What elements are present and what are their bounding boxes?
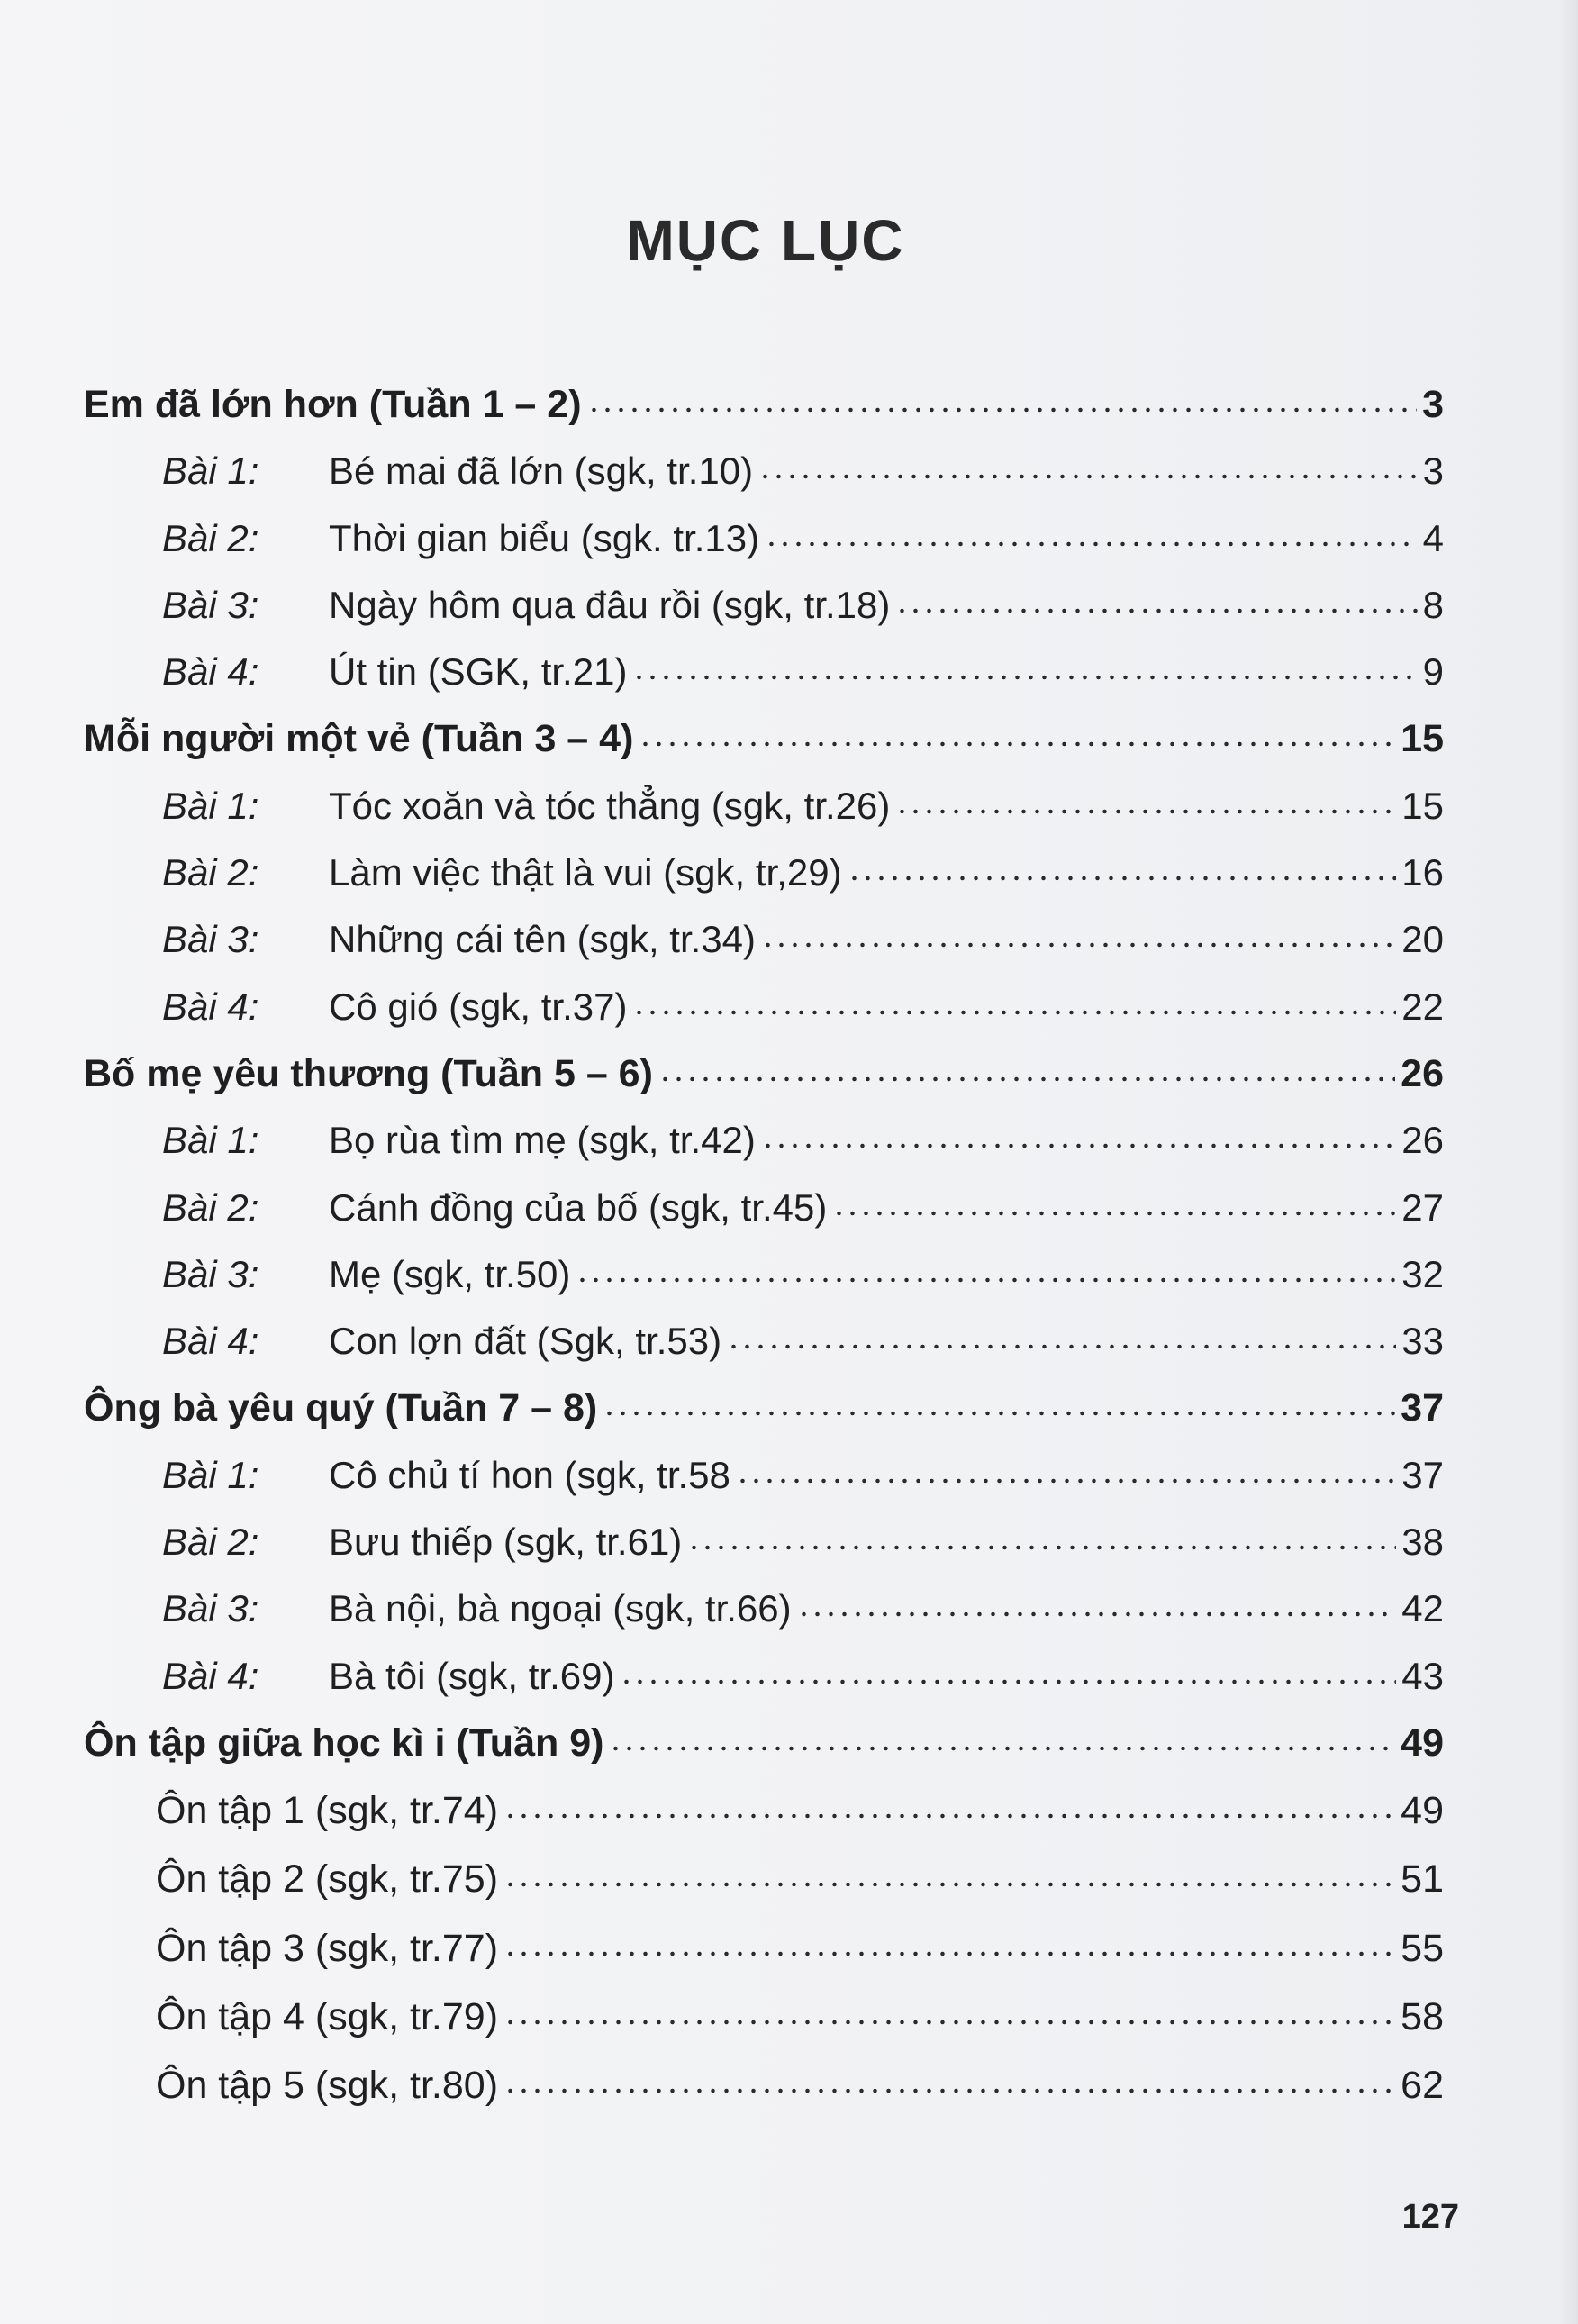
lesson-title: Bưu thiếp (sgk, tr.61) [329, 1521, 683, 1564]
page-ref: 33 [1401, 1320, 1444, 1363]
lesson-title: Cô gió (sgk, tr.37) [329, 985, 628, 1028]
dot-leader [587, 395, 1418, 413]
lesson-title: Tóc xoăn và tóc thẳng (sgk, tr.26) [329, 784, 891, 827]
review-title: Ôn tập 5 (sgk, tr.80) [156, 2063, 499, 2107]
lesson-label: Bài 3: [162, 583, 259, 626]
page-ref: 3 [1422, 383, 1444, 426]
toc-entry-section [84, 1710, 1444, 1776]
page-ref: 15 [1401, 717, 1444, 761]
page-ref: 26 [1401, 1119, 1444, 1162]
dot-leader [503, 2076, 1395, 2094]
toc-entry-lesson [84, 1509, 1444, 1575]
lesson-label: Bài 4: [162, 1654, 259, 1697]
section-title: Ông bà yêu quý (Tuần 7 – 8) [84, 1386, 598, 1430]
dot-leader [632, 663, 1417, 681]
toc-entry-review [84, 1983, 1444, 2051]
toc-entry-lesson [84, 1308, 1444, 1375]
lesson-label: Bài 4: [162, 985, 259, 1028]
toc-entry-lesson [84, 1175, 1444, 1241]
dot-leader [765, 530, 1418, 548]
dot-leader [609, 1734, 1395, 1752]
page-ref: 22 [1401, 985, 1444, 1028]
toc-entry-lesson [84, 974, 1444, 1040]
lesson-label: Bài 2: [162, 1185, 259, 1229]
page-ref: 58 [1401, 1994, 1444, 2038]
dot-leader [503, 1802, 1395, 1820]
dot-leader [503, 1939, 1395, 1957]
dot-leader [895, 797, 1396, 815]
dot-leader [895, 596, 1417, 614]
page-ref: 62 [1401, 2063, 1444, 2107]
lesson-title: Út tin (SGK, tr.21) [329, 650, 628, 694]
page-ref: 15 [1401, 784, 1444, 827]
toc-entry-lesson [84, 840, 1444, 906]
page-ref: 16 [1401, 851, 1444, 894]
toc-entry-lesson [84, 773, 1444, 840]
lesson-label: Bài 1: [162, 449, 259, 493]
lesson-title: Cô chủ tí hon (sgk, tr.58 [329, 1453, 730, 1496]
toc-entry-review [84, 2051, 1444, 2120]
toc-entry-lesson [84, 906, 1444, 973]
dot-leader [503, 2008, 1395, 2026]
review-title: Ôn tập 2 (sgk, tr.75) [156, 1857, 499, 1902]
lesson-label: Bài 2: [162, 516, 259, 559]
page-edge-shadow [1558, 0, 1578, 2324]
dot-leader [848, 864, 1397, 882]
page-ref: 27 [1401, 1185, 1444, 1229]
toc-entry-lesson [84, 1643, 1444, 1710]
section-title: Em đã lớn hơn (Tuần 1 – 2) [84, 383, 582, 426]
dot-leader [639, 730, 1395, 748]
page-ref: 9 [1422, 650, 1444, 694]
dot-leader [797, 1600, 1397, 1618]
page-ref: 26 [1401, 1051, 1444, 1095]
toc-entry-section [84, 371, 1444, 438]
lesson-title: Những cái tên (sgk, tr.34) [329, 918, 756, 961]
lesson-title: Bé mai đã lớn (sgk, tr.10) [329, 449, 754, 493]
page-ref: 49 [1401, 1720, 1444, 1765]
dot-leader [727, 1332, 1396, 1350]
section-title: Bố mẹ yêu thương (Tuần 5 – 6) [84, 1051, 653, 1095]
toc-entry-review [84, 1776, 1444, 1845]
section-title: Mỗi người một vẻ (Tuần 3 – 4) [84, 717, 634, 761]
dot-leader [761, 1131, 1396, 1149]
toc-entry-section [84, 705, 1444, 772]
page-ref: 55 [1401, 1926, 1444, 1970]
lesson-title: Bà nội, bà ngoại (sgk, tr.66) [329, 1587, 792, 1630]
page-ref: 20 [1401, 918, 1444, 961]
page-ref: 51 [1401, 1857, 1444, 1902]
lesson-title: Con lợn đất (Sgk, tr.53) [329, 1320, 722, 1363]
toc-entry-review [84, 1845, 1444, 1913]
toc-entry-lesson [84, 1107, 1444, 1174]
page-ref: 32 [1401, 1252, 1444, 1295]
dot-leader [503, 1870, 1395, 1888]
page-ref: 4 [1422, 516, 1444, 559]
page-ref: 3 [1422, 449, 1444, 493]
lesson-label: Bài 3: [162, 1587, 259, 1630]
lesson-label: Bài 2: [162, 1521, 259, 1564]
toc-entry-section [84, 1375, 1444, 1441]
lesson-title: Bọ rùa tìm mẹ (sgk, tr.42) [329, 1119, 756, 1162]
dot-leader [603, 1399, 1395, 1417]
dot-leader [761, 931, 1396, 949]
lesson-label: Bài 4: [162, 650, 259, 694]
toc-entry-lesson [84, 639, 1444, 705]
page-ref: 37 [1401, 1386, 1444, 1430]
toc-entry-lesson [84, 438, 1444, 504]
lesson-label: Bài 4: [162, 1320, 259, 1363]
lesson-title: Ngày hôm qua đâu rồi (sgk, tr.18) [329, 583, 891, 626]
dot-leader [658, 1065, 1395, 1083]
lesson-title: Thời gian biểu (sgk. tr.13) [329, 516, 760, 559]
toc-entry-lesson [84, 1241, 1444, 1308]
page-ref: 38 [1401, 1521, 1444, 1564]
dot-leader [687, 1533, 1396, 1551]
toc-entry-lesson [84, 505, 1444, 572]
lesson-label: Bài 1: [162, 1453, 259, 1496]
toc-entry-section [84, 1040, 1444, 1107]
toc-entry-lesson [84, 572, 1444, 639]
lesson-title: Mẹ (sgk, tr.50) [329, 1252, 571, 1295]
dot-leader [832, 1199, 1396, 1217]
page-ref: 43 [1401, 1654, 1444, 1697]
dot-leader [620, 1667, 1396, 1685]
dot-leader [736, 1466, 1396, 1484]
page-ref: 49 [1401, 1789, 1444, 1833]
lesson-label: Bài 2: [162, 851, 259, 894]
review-title: Ôn tập 4 (sgk, tr.79) [156, 1994, 499, 2038]
toc-entry-review [84, 1914, 1444, 1983]
lesson-label: Bài 3: [162, 918, 259, 961]
page-ref: 8 [1422, 583, 1444, 626]
section-title: Ôn tập giữa học kì i (Tuần 9) [84, 1720, 604, 1765]
review-title: Ôn tập 3 (sgk, tr.77) [156, 1926, 499, 1970]
lesson-title: Cánh đồng của bố (sgk, tr.45) [329, 1185, 828, 1229]
lesson-title: Làm việc thật là vui (sgk, tr,29) [329, 851, 842, 894]
lesson-label: Bài 3: [162, 1252, 259, 1295]
toc-entry-lesson [84, 1575, 1444, 1642]
page-ref: 37 [1401, 1453, 1444, 1496]
review-title: Ôn tập 1 (sgk, tr.74) [156, 1789, 499, 1833]
toc-entry-lesson [84, 1442, 1444, 1509]
page-number: 127 [1401, 2198, 1459, 2236]
dot-leader [632, 998, 1396, 1016]
lesson-title: Bà tôi (sgk, tr.69) [329, 1654, 615, 1697]
table-of-contents [84, 371, 1444, 2120]
page-title: MỤC LỤC [626, 208, 905, 273]
lesson-label: Bài 1: [162, 1119, 259, 1162]
lesson-label: Bài 1: [162, 784, 259, 827]
page-ref: 42 [1401, 1587, 1444, 1630]
dot-leader [758, 462, 1418, 480]
dot-leader [576, 1266, 1396, 1284]
